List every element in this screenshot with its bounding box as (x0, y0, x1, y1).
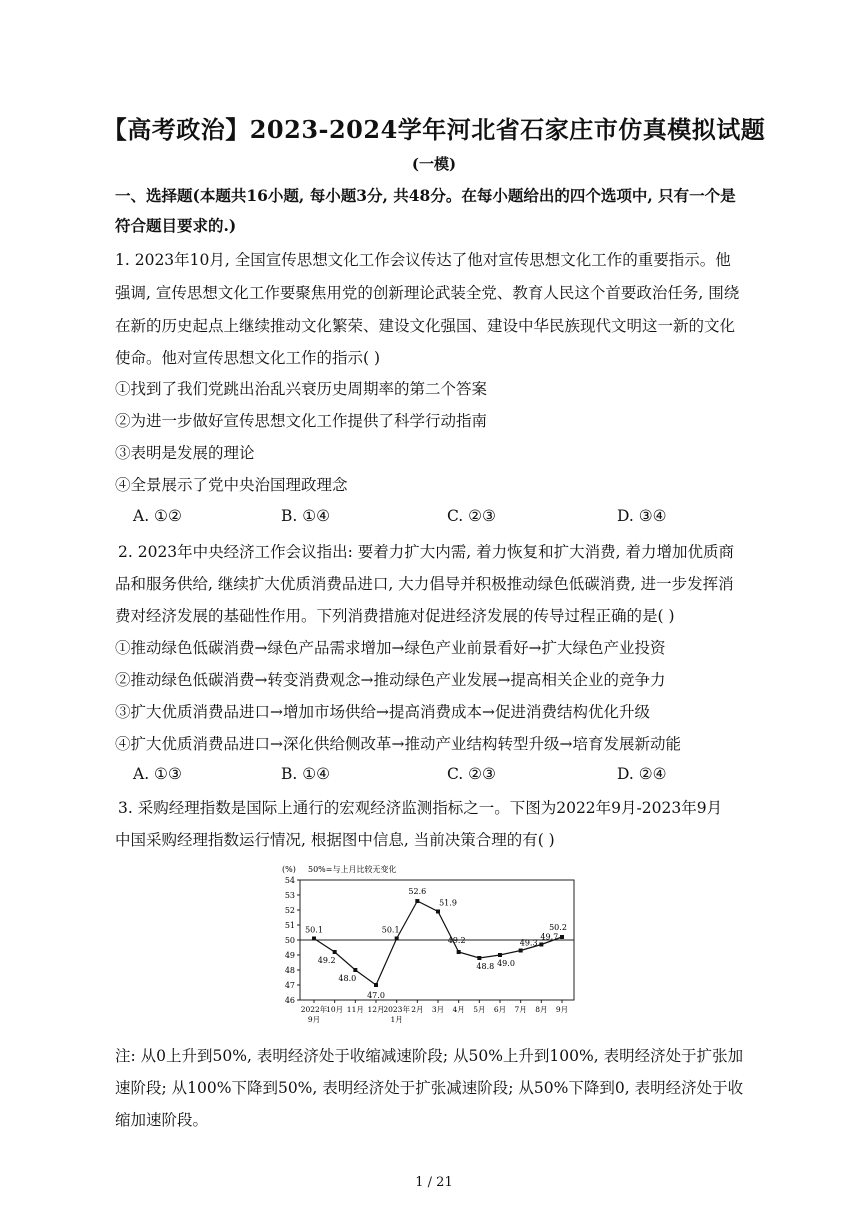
y-tick-label: 47 (284, 981, 295, 990)
x-tick-label: 2022年 (300, 1005, 328, 1014)
question-1-line-3: 在新的历史起点上继续推动文化繁荣、建设文化强国、建设中华民族现代文明这一新的文化 (115, 317, 736, 335)
pmi-data-point (560, 935, 564, 939)
pmi-line-chart (268, 860, 588, 1032)
page-subtitle: (一模) (411, 155, 457, 173)
question-2-item-3: ③扩大优质消费品进口→增加市场供给→提高消费成本→促进消费结构优化升级 (115, 703, 650, 721)
question-3-note-line-1: 注: 从0上升到50%, 表明经济处于收缩减速阶段; 从50%上升到100%, 表明经济处于扩张加 (115, 1047, 744, 1065)
pmi-data-point (498, 953, 502, 957)
question-1-item-4: ④全景展示了党中央治国理政理念 (115, 476, 348, 494)
question-1-line-2: 强调, 宣传思想文化工作要聚焦用党的创新理论武装全党、教育人民这个首要政治任务, 围绕 (115, 284, 740, 302)
pmi-data-label: 48.0 (338, 974, 357, 983)
chart-y-axis-label: (%) (282, 865, 296, 874)
pmi-data-point (539, 943, 543, 947)
question-1-option-a[interactable]: A. ①② (133, 507, 182, 525)
pmi-data-point (415, 899, 419, 903)
question-1-option-b[interactable]: B. ①④ (281, 507, 331, 525)
page-title: 【高考政治】2023-2024学年河北省石家庄市仿真模拟试题 (102, 115, 766, 144)
question-3-note-line-3: 缩加速阶段。 (115, 1111, 209, 1129)
question-2-option-c[interactable]: C. ②③ (447, 765, 496, 783)
question-2-line-3: 费对经济发展的基础性作用。下列消费措施对促进经济发展的传导过程正确的是( ) (115, 607, 675, 625)
x-tick-label: 12月 (367, 1005, 385, 1014)
pmi-data-point (395, 937, 399, 941)
pmi-data-label: 52.6 (408, 887, 427, 896)
x-tick-label: 11月 (346, 1005, 364, 1014)
chart-reference-note: 50%=与上月比较无变化 (308, 865, 397, 874)
pmi-data-label: 47.0 (367, 991, 385, 1000)
y-tick-label: 46 (284, 996, 295, 1005)
pmi-data-point (333, 950, 337, 954)
question-2-option-a[interactable]: A. ①③ (133, 765, 182, 783)
question-2-option-d[interactable]: D. ②④ (617, 765, 667, 783)
x-tick-label: 9月 (555, 1005, 569, 1014)
pmi-data-label: 49.0 (497, 959, 515, 968)
section-heading-line-2: 符合题目要求的.) (115, 216, 237, 235)
x-tick-label: 8月 (535, 1005, 548, 1014)
pmi-data-label: 49.2 (317, 956, 336, 965)
chart-x-ticks (301, 1000, 568, 1024)
question-3-line-2: 中国采购经理指数运行情况, 根据图中信息, 当前决策合理的有( ) (115, 831, 555, 849)
y-tick-label: 51 (284, 921, 295, 930)
chart-data-labels (305, 887, 567, 1000)
pmi-data-point (436, 910, 440, 914)
question-3-note-line-2: 速阶段; 从100%下降到50%, 表明经济处于扩张减速阶段; 从50%下降到0, 表明经济处于收 (115, 1079, 744, 1097)
question-1-line-4: 使命。他对宣传思想文化工作的指示( ) (115, 349, 381, 367)
pmi-chart-svg (268, 860, 588, 1032)
x-tick-label: 4月 (452, 1005, 465, 1014)
x-tick-label: 7月 (514, 1005, 527, 1014)
x-tick-label: 2月 (411, 1005, 424, 1014)
pmi-data-point (353, 968, 357, 972)
question-1-line-1: 1. 2023年10月, 全国宣传思想文化工作会议传达了他对宣传思想文化工作的重要指示。他 (115, 251, 731, 269)
x-tick-label: 3月 (431, 1005, 445, 1014)
question-3-line-1: 3. 采购经理指数是国际上通行的宏观经济监测指标之一。下图为2022年9月-2023年9月 (118, 799, 723, 817)
page-number: 1 / 21 (415, 1175, 453, 1190)
pmi-data-label: 48.8 (476, 962, 495, 971)
question-2-item-1: ①推动绿色低碳消费→绿色产品需求增加→绿色产业前景看好→扩大绿色产业投资 (115, 639, 666, 657)
pmi-data-point (519, 949, 523, 953)
x-tick-label: 2023年 (383, 1005, 410, 1014)
pmi-data-label: 49.3 (519, 938, 538, 948)
question-1-item-2: ②为进一步做好宣传思想文化工作提供了科学行动指南 (115, 412, 488, 430)
x-tick-label-second-line: 1月 (390, 1015, 403, 1024)
section-heading-line-1: 一、选择题(本题共16小题, 每小题3分, 共48分。在每小题给出的四个选项中, 只有一个是 (115, 186, 736, 205)
chart-y-ticks (285, 876, 300, 1005)
question-2-item-4: ④扩大优质消费品进口→深化供给侧改革→推动产业结构转型升级→培育发展新动能 (115, 735, 681, 753)
question-2-item-2: ②推动绿色低碳消费→转变消费观念→推动绿色产业发展→提高相关企业的竞争力 (115, 671, 666, 689)
question-1-option-c[interactable]: C. ②③ (447, 507, 496, 525)
pmi-data-label: 50.1 (305, 925, 323, 935)
question-2-line-1: 2. 2023年中央经济工作会议指出: 要着力扩大内需, 着力恢复和扩大消费, 着力增加优质商 (118, 543, 735, 561)
pmi-data-label: 49.7 (540, 932, 559, 942)
pmi-data-label: 51.9 (439, 898, 457, 908)
pmi-data-label: 49.2 (447, 936, 466, 945)
y-tick-label: 54 (284, 876, 295, 885)
x-tick-label-second-line: 9月 (307, 1015, 321, 1024)
question-1-item-1: ①找到了我们党跳出治乱兴衰历史周期率的第二个答案 (115, 380, 488, 398)
pmi-data-point (457, 950, 461, 954)
pmi-data-label: 50.2 (549, 923, 567, 932)
y-tick-label: 53 (284, 891, 295, 900)
question-1-item-3: ③表明是发展的理论 (115, 444, 255, 462)
y-tick-label: 49 (284, 951, 295, 960)
x-tick-label: 10月 (326, 1005, 344, 1014)
y-tick-label: 50 (284, 936, 295, 945)
x-tick-label: 6月 (493, 1005, 507, 1014)
question-1-option-d[interactable]: D. ③④ (617, 507, 667, 525)
y-tick-label: 52 (284, 906, 295, 915)
x-tick-label: 5月 (473, 1005, 486, 1014)
pmi-data-point (477, 956, 481, 960)
pmi-data-point (312, 937, 316, 941)
pmi-data-point (374, 983, 378, 987)
question-2-option-b[interactable]: B. ①④ (281, 765, 331, 783)
y-tick-label: 48 (284, 966, 295, 975)
pmi-data-label: 50.1 (381, 925, 400, 935)
question-2-line-2: 品和服务供给, 继续扩大优质消费品进口, 大力倡导并积极推动绿色低碳消费, 进一步发挥消 (115, 575, 734, 593)
